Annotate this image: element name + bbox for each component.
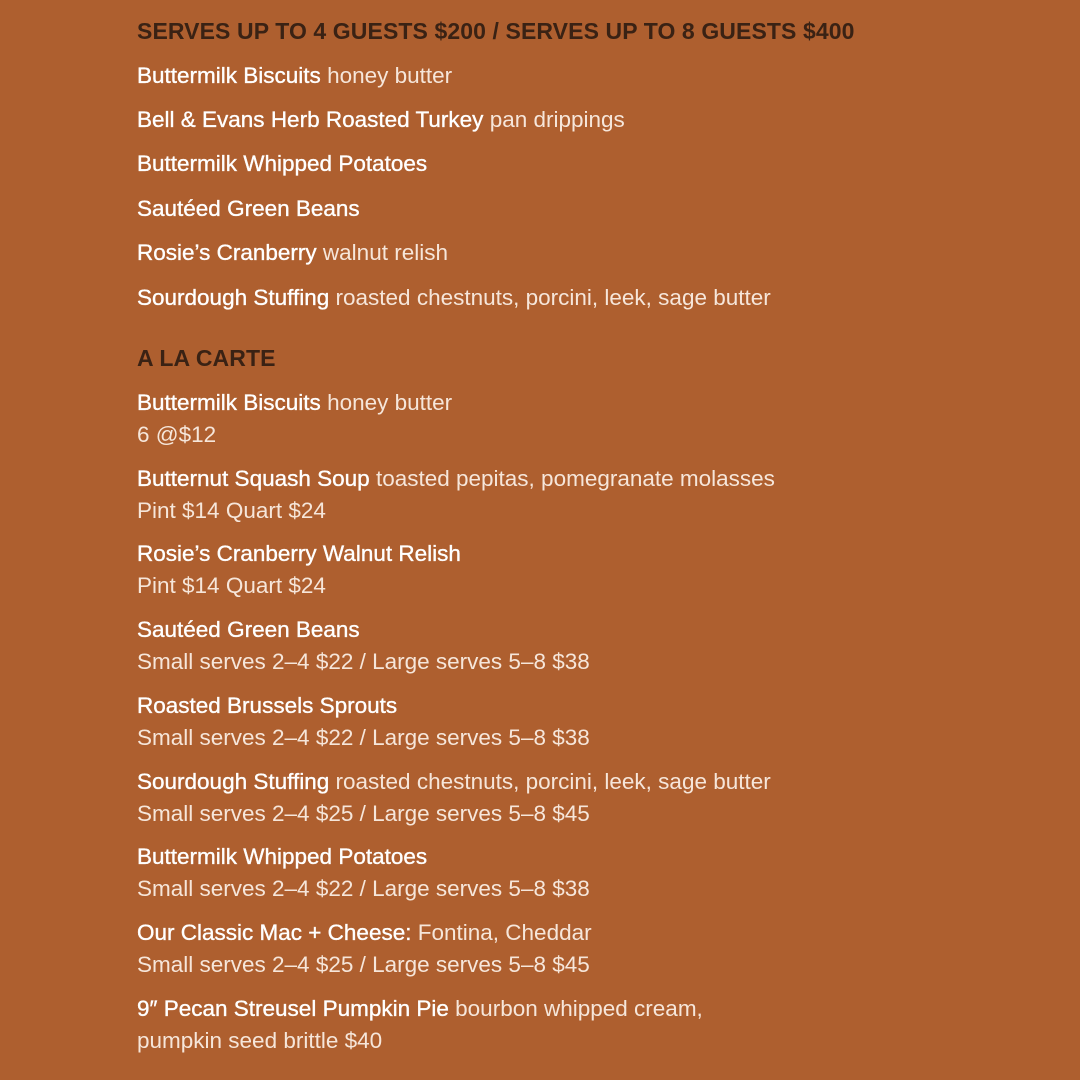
alacarte-item (137, 841, 590, 905)
item-description: roasted chestnuts, porcini, leek, sage butter (335, 769, 771, 794)
item-description: bourbon whipped cream, (455, 996, 703, 1021)
alacarte-item (137, 690, 590, 754)
alacarte-item (137, 993, 703, 1057)
item-name: Butternut Squash Soup (137, 466, 370, 491)
item-name: Buttermilk Biscuits (137, 63, 321, 88)
alacarte-item (137, 387, 452, 451)
item-description: honey butter (327, 390, 453, 415)
alacarte-item (137, 766, 771, 830)
item-name: Sautéed Green Beans (137, 617, 360, 642)
item-description: walnut relish (322, 240, 448, 265)
item-name: Buttermilk Whipped Potatoes (137, 844, 428, 869)
item-price: Small serves 2–4 $22 / Large serves 5–8 $38 (137, 725, 590, 750)
item-price: 6 @$12 (137, 422, 217, 447)
item-name: Rosie’s Cranberry (137, 240, 317, 265)
alacarte-heading: A LA CARTE (137, 345, 276, 371)
package-item (137, 60, 452, 92)
item-price: Pint $14 Quart $24 (137, 498, 326, 523)
package-heading: SERVES UP TO 4 GUESTS $200 / SERVES UP TO 8 GUESTS $400 (137, 18, 855, 44)
item-price: Small serves 2–4 $22 / Large serves 5–8 $38 (137, 876, 590, 901)
item-price: pumpkin seed brittle $40 (137, 1028, 383, 1053)
alacarte-item (137, 614, 590, 678)
item-name: Buttermilk Biscuits (137, 390, 321, 415)
item-name: Buttermilk Whipped Potatoes (137, 151, 428, 176)
item-price: Small serves 2–4 $25 / Large serves 5–8 $45 (137, 952, 590, 977)
alacarte-item (137, 538, 461, 602)
item-price: Small serves 2–4 $22 / Large serves 5–8 $38 (137, 649, 590, 674)
item-name: Sautéed Green Beans (137, 196, 360, 221)
item-name: Sourdough Stuffing (137, 285, 330, 310)
item-description: toasted pepitas, pomegranate molasses (375, 466, 775, 491)
package-item (137, 237, 448, 269)
item-description: pan drippings (489, 107, 625, 132)
item-description: Fontina, Cheddar (417, 920, 592, 945)
package-item (137, 282, 771, 314)
item-name: Rosie’s Cranberry Walnut Relish (137, 541, 461, 566)
package-item (137, 193, 360, 225)
package-item (137, 104, 625, 136)
item-price: Small serves 2–4 $25 / Large serves 5–8 $45 (137, 801, 590, 826)
item-name: Roasted Brussels Sprouts (137, 693, 398, 718)
item-name: Sourdough Stuffing (137, 769, 330, 794)
item-description: honey butter (327, 63, 453, 88)
item-name: 9″ Pecan Streusel Pumpkin Pie (137, 996, 449, 1021)
item-description: roasted chestnuts, porcini, leek, sage butter (335, 285, 771, 310)
item-name: Our Classic Mac + Cheese: (137, 920, 412, 945)
alacarte-item (137, 463, 775, 527)
item-price: Pint $14 Quart $24 (137, 573, 326, 598)
item-name: Bell & Evans Herb Roasted Turkey (137, 107, 484, 132)
package-item (137, 148, 427, 180)
alacarte-item (137, 917, 592, 981)
